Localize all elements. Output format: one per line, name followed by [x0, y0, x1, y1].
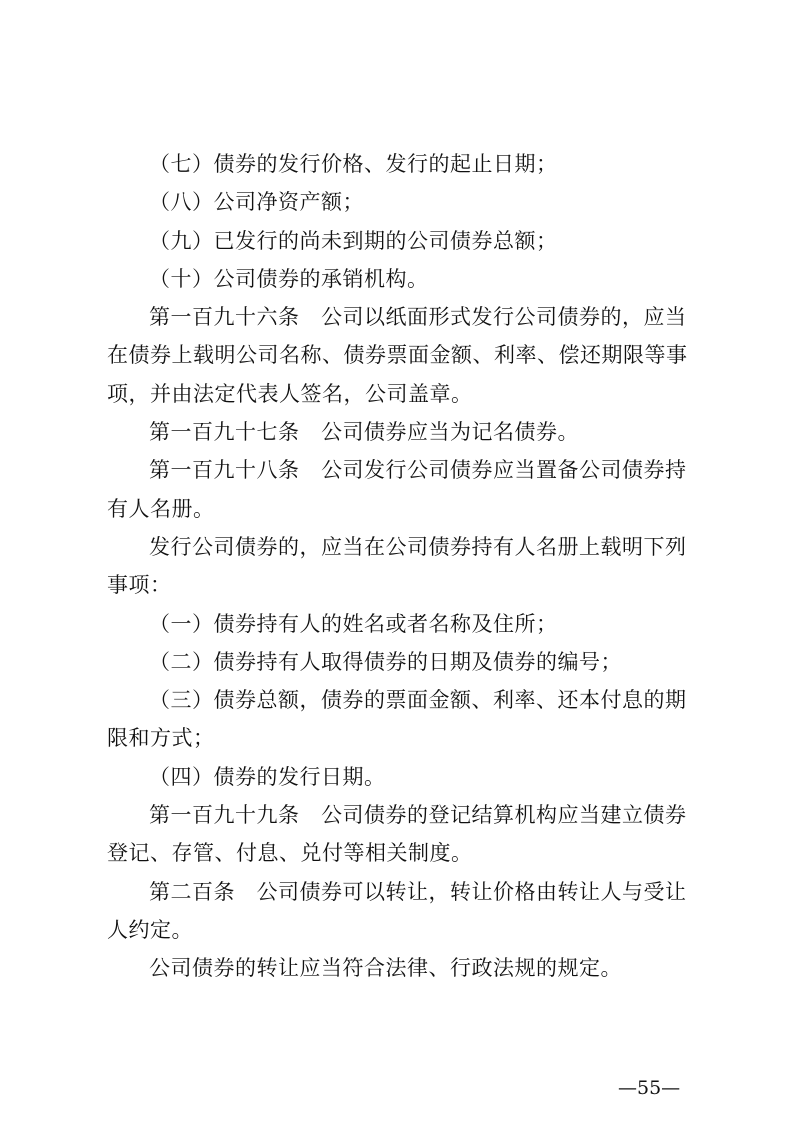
page-number: —55—	[618, 1077, 681, 1099]
article-200-paragraph-2: 公司债券的转让应当符合法律、行政法规的规定。	[149, 956, 622, 981]
clause-item-10: （十）公司债券的承销机构。	[149, 266, 429, 291]
register-item-2: （二）债券持有人取得债券的日期及债券的编号；	[149, 649, 622, 674]
article-196: 第一百九十六条 公司以纸面形式发行公司债券的，应当在债券上载明公司名称、债券票面金额、利率、偿还期限等事项，并由法定代表人签名，公司盖章。	[107, 305, 688, 406]
register-item-3: （三）债券总额，债券的票面金额、利率、还本付息的期限和方式；	[107, 688, 687, 751]
clause-item-8: （八）公司净资产额；	[149, 190, 364, 215]
register-item-1: （一）债券持有人的姓名或者名称及住所；	[149, 611, 558, 636]
clause-item-9: （九）已发行的尚未到期的公司债券总额；	[149, 228, 558, 253]
clause-item-7: （七）债券的发行价格、发行的起止日期；	[149, 152, 558, 176]
document-body	[107, 145, 707, 988]
article-200: 第二百条 公司债券可以转让，转让价格由转让人与受让人约定。	[107, 879, 687, 942]
article-199: 第一百九十九条 公司债券的登记结算机构应当建立债券登记、存管、付息、兑付等相关制度。	[107, 803, 687, 866]
article-197: 第一百九十七条 公司债券应当为记名债券。	[149, 420, 579, 445]
article-198: 第一百九十八条 公司发行公司债券应当置备公司债券持有人名册。	[107, 458, 687, 521]
article-198-paragraph-2: 发行公司债券的，应当在公司债券持有人名册上载明下列事项：	[107, 534, 687, 598]
register-item-4: （四）债券的发行日期。	[149, 764, 386, 789]
